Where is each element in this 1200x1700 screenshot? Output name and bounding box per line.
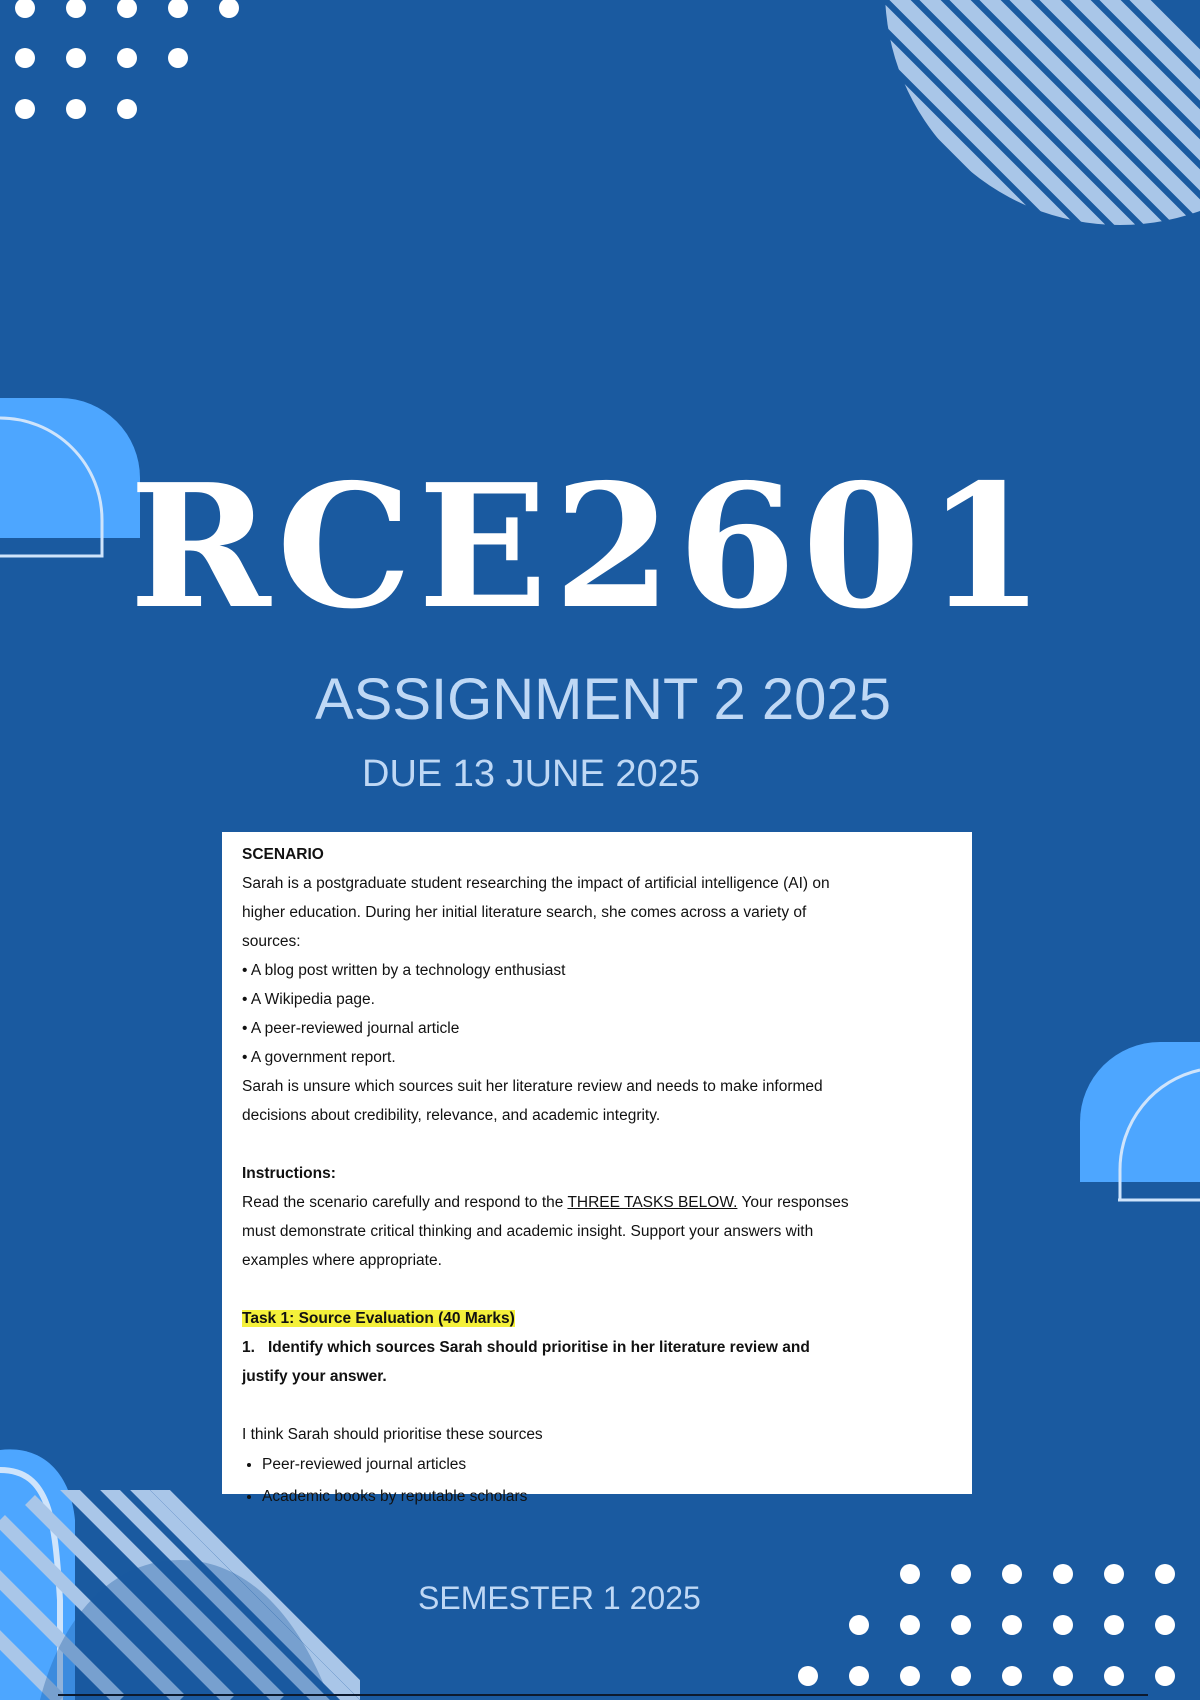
spacer: [242, 1275, 952, 1304]
course-code-title: RCE2601: [129, 447, 1051, 647]
instructions-text: Read the scenario carefully and respond to the: [242, 1194, 568, 1211]
question-1: [242, 1333, 952, 1362]
scenario-outro-line: Sarah is unsure which sources suit her literature review and needs to make informed: [242, 1078, 823, 1095]
scenario-heading: SCENARIO: [242, 846, 324, 863]
instructions-line: [242, 1188, 952, 1217]
scenario-intro-line: higher education. During her initial literature search, she comes across a variety of: [242, 904, 807, 921]
instructions-line: examples where appropriate.: [242, 1252, 442, 1269]
instructions-line: must demonstrate critical thinking and academic insight. Support your answers with: [242, 1223, 814, 1240]
striped-circle-top-right-icon: [610, 0, 1200, 250]
bottom-divider: [58, 1694, 1148, 1696]
assignment-subtitle: ASSIGNMENT 2 2025: [315, 667, 891, 732]
answer-list: [242, 1449, 952, 1513]
source-item: • A blog post written by a technology enthusiast: [242, 962, 566, 979]
document-preview: [222, 832, 972, 1505]
spacer: [242, 1130, 952, 1159]
source-item: • A peer-reviewed journal article: [242, 1020, 460, 1037]
scenario-intro-line: Sarah is a postgraduate student researching the impact of artificial intelligence (AI) on: [242, 875, 830, 892]
source-item: • A government report.: [242, 1049, 396, 1066]
scenario-intro-line: sources:: [242, 933, 301, 950]
answer-intro: I think Sarah should prioritise these sources: [242, 1426, 543, 1443]
spacer: [242, 1391, 952, 1420]
due-date: DUE 13 JUNE 2025: [362, 753, 700, 795]
three-tasks-underlined: THREE TASKS BELOW.: [567, 1194, 738, 1211]
answer-item: • Peer-reviewed journal articles: [262, 1449, 952, 1481]
answer-item: • Academic books by reputable scholars: [262, 1481, 952, 1513]
dot-grid-top-left-icon: [15, 0, 239, 119]
instructions-heading: Instructions:: [242, 1165, 336, 1182]
quarter-round-right-icon: [1080, 1042, 1200, 1200]
task1-heading-line: [242, 1304, 952, 1333]
question-line: justify your answer.: [242, 1368, 387, 1385]
source-item: • A Wikipedia page.: [242, 991, 375, 1008]
scenario-outro-line: decisions about credibility, relevance, and academic integrity.: [242, 1107, 661, 1124]
instructions-text: Your responses: [737, 1194, 849, 1211]
semester-label: SEMESTER 1 2025: [418, 1580, 701, 1616]
question-line: Identify which sources Sarah should prioritise in her literature review and: [268, 1339, 810, 1356]
question-number: 1.: [242, 1339, 255, 1356]
dot-grid-bottom-right-icon: [798, 1564, 1175, 1686]
task1-heading: Task 1: Source Evaluation (40 Marks): [242, 1310, 515, 1327]
